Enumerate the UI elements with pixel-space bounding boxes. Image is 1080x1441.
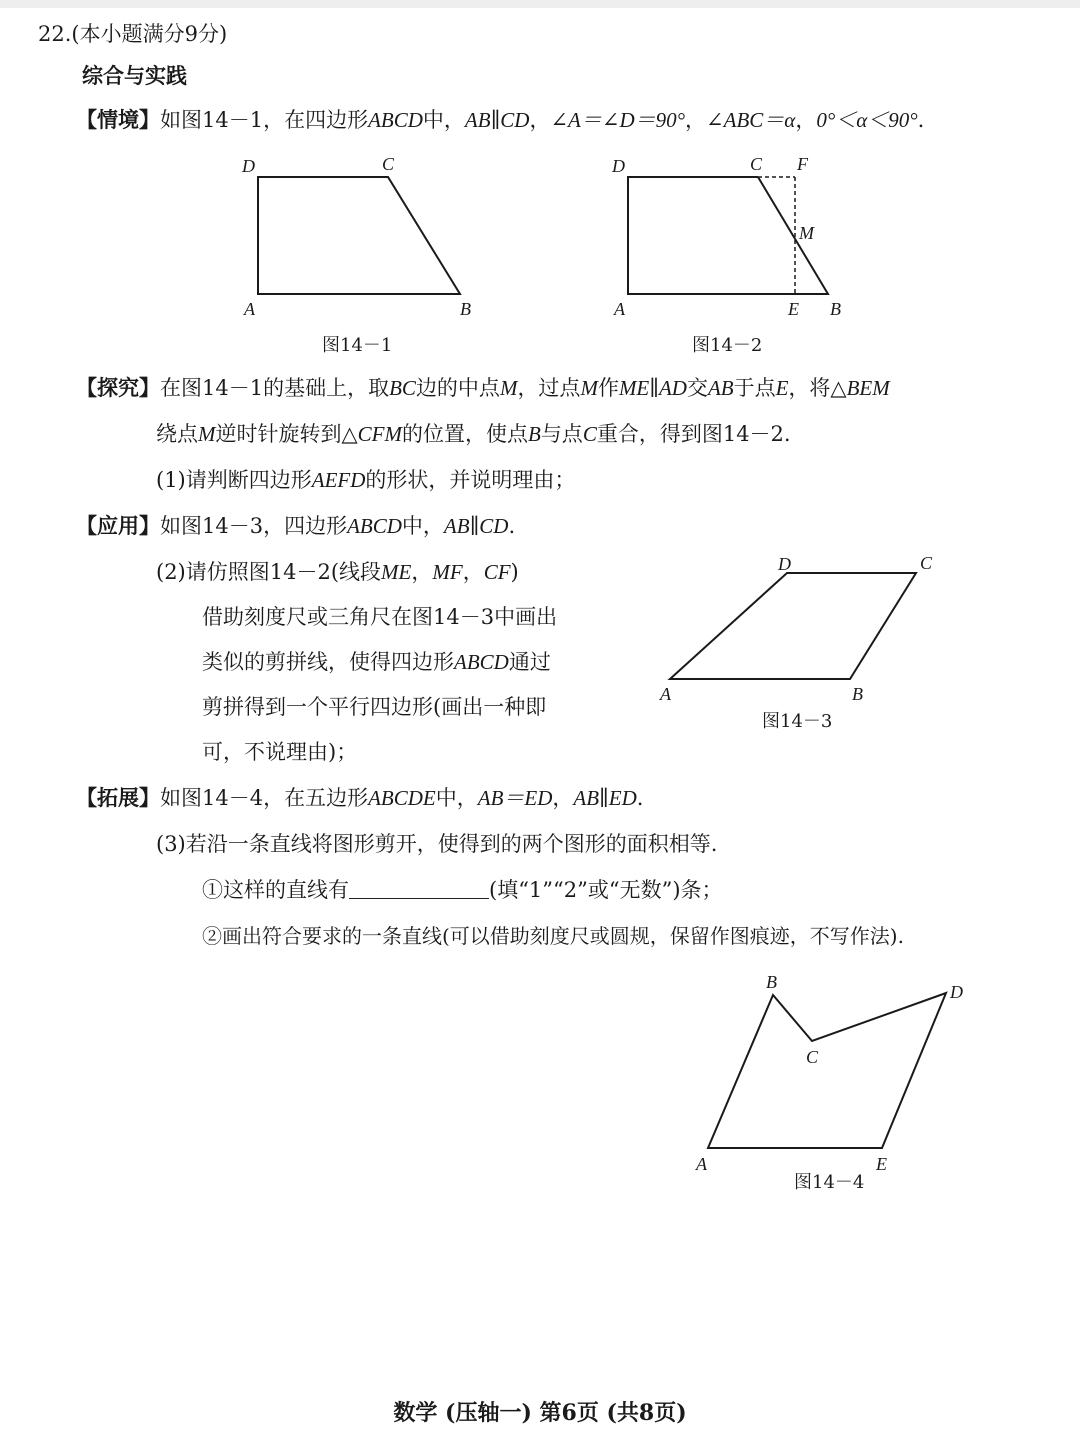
question-number: 22. xyxy=(38,22,72,46)
label-e: E xyxy=(876,1154,887,1174)
math-span: AB∥CD xyxy=(443,514,509,538)
text-span: 绕点 xyxy=(156,422,198,446)
text-span: 作 xyxy=(597,376,619,400)
question-2-line5: 可，不说理由)； xyxy=(202,740,358,764)
math-span: ∠A＝∠D＝90° xyxy=(550,108,686,132)
label-c: C xyxy=(382,154,395,174)
figure-caption: 图14－4 xyxy=(794,1172,865,1193)
math-span: ABCD xyxy=(347,514,402,538)
extend-tag: 【拓展】 xyxy=(76,785,160,810)
math-span: MF xyxy=(432,560,463,584)
text-span: . xyxy=(636,786,644,810)
math-span: AEFD xyxy=(311,468,366,492)
apply-tag: 【应用】 xyxy=(76,513,160,538)
label-a: A xyxy=(614,299,625,319)
question-3-part2: ②画出符合要求的一条直线(可以借助刻度尺或圆规，保留作图痕迹，不写作法). xyxy=(202,924,904,948)
label-d: D xyxy=(778,554,791,574)
text-span: (填“1”“2”或“无数”)条； xyxy=(489,878,723,902)
math-span: E xyxy=(775,376,789,400)
page-footer: 数学 (压轴一) 第6页 (共8页) xyxy=(393,1400,687,1426)
text-span: . xyxy=(508,514,516,538)
math-span: B xyxy=(527,422,541,446)
label-c: C xyxy=(806,1047,819,1067)
label-b: B xyxy=(852,684,863,704)
question-2-line4: 剪拼得到一个平行四边形(画出一种即 xyxy=(202,695,547,719)
text-span: ， xyxy=(529,108,551,132)
explore-paragraph-line1 xyxy=(76,374,890,402)
label-a: A xyxy=(244,299,255,319)
text-span: 逆时针旋转到△ xyxy=(215,422,358,446)
text-span: 重合，得到图14－2. xyxy=(596,422,791,446)
text-span: 如图14－4，在五边形 xyxy=(160,786,369,810)
figure-14-1-svg xyxy=(230,150,490,360)
figure-14-2-svg xyxy=(600,150,860,360)
label-b: B xyxy=(460,299,471,319)
question-1 xyxy=(156,466,575,494)
label-m: M xyxy=(799,223,814,243)
math-span: BEM xyxy=(846,376,890,400)
label-e: E xyxy=(788,299,799,319)
math-span: BC xyxy=(389,376,416,400)
figure-caption: 图14－2 xyxy=(692,335,763,356)
text-span: 边的中点 xyxy=(415,376,500,400)
question-2-line1 xyxy=(156,558,519,586)
math-span: C xyxy=(582,422,597,446)
math-span: AB＝ED xyxy=(477,786,553,810)
pentagon-abcde xyxy=(708,993,946,1148)
question-2-line3 xyxy=(202,648,551,676)
extend-paragraph xyxy=(76,784,643,812)
label-d: D xyxy=(612,156,625,176)
explore-tag: 【探究】 xyxy=(76,375,160,400)
label-d: D xyxy=(950,982,963,1002)
math-span: M xyxy=(580,376,598,400)
text-span: ) xyxy=(510,560,519,584)
text-span: ， xyxy=(685,108,707,132)
label-b: B xyxy=(766,972,777,992)
figure-14-4 xyxy=(690,968,980,1198)
text-span: 通过 xyxy=(508,650,551,674)
math-span: M xyxy=(499,376,518,400)
question-3: (3)若沿一条直线将图形剪开，使得到的两个图形的面积相等. xyxy=(156,832,718,856)
label-f: F xyxy=(797,154,808,174)
math-span: ME xyxy=(381,560,412,584)
text-span: (1)请判断四边形 xyxy=(156,468,312,492)
math-span: AB xyxy=(707,376,734,400)
math-span: ABCD xyxy=(454,650,509,674)
text-span: ，过点 xyxy=(517,376,581,400)
section-title: 综合与实践 xyxy=(82,63,187,88)
label-c: C xyxy=(920,553,933,573)
text-span: 的形状，并说明理由； xyxy=(365,468,576,492)
text-span: 与点 xyxy=(540,422,583,446)
math-span: ∠ABC＝α xyxy=(706,108,796,132)
text-span: ①这样的直线有 xyxy=(202,878,349,902)
text-span: (2)请仿照图14－2(线段 xyxy=(156,560,382,584)
text-span: 类似的剪拼线，使得四边形 xyxy=(202,650,454,674)
text-span: 交 xyxy=(686,376,708,400)
quadrilateral-abcd xyxy=(670,573,916,679)
situation-tag: 【情境】 xyxy=(76,107,160,132)
math-span: ABCDE xyxy=(368,786,436,810)
quadrilateral-abcd xyxy=(258,177,460,294)
figure-14-2 xyxy=(600,150,860,360)
question-header xyxy=(38,20,227,48)
question-2-line2: 借助刻度尺或三角尺在图14－3中画出 xyxy=(202,605,558,629)
quadrilateral-abcd xyxy=(628,177,828,294)
apply-paragraph xyxy=(76,512,515,540)
math-span: AB∥ED xyxy=(573,786,637,810)
math-span: CF xyxy=(483,560,511,584)
math-span: CFM xyxy=(357,422,402,446)
situation-paragraph xyxy=(76,106,924,134)
top-shadow-band xyxy=(0,0,1080,8)
text-span: ， xyxy=(462,560,484,584)
label-a: A xyxy=(696,1154,707,1174)
text-span: . xyxy=(917,108,925,132)
figure-14-1 xyxy=(230,150,490,360)
math-span: ABCD xyxy=(368,108,423,132)
text-span: ， xyxy=(795,108,817,132)
question-points: (本小题满分9分) xyxy=(71,22,228,46)
text-span: 于点 xyxy=(733,376,776,400)
text-span: 中， xyxy=(435,786,478,810)
text-span: ， xyxy=(552,786,574,810)
math-span: AB∥CD xyxy=(464,108,530,132)
text-span: 如图14－3，四边形 xyxy=(160,514,348,538)
label-a: A xyxy=(660,684,671,704)
text-span: 在图14－1的基础上，取 xyxy=(160,376,390,400)
figure-14-4-svg xyxy=(690,968,980,1198)
math-span: ME∥AD xyxy=(618,376,687,400)
figure-14-3 xyxy=(650,548,950,738)
text-span: ，将△ xyxy=(788,376,847,400)
math-span: 0°＜α＜90° xyxy=(816,108,918,132)
label-c: C xyxy=(750,154,763,174)
figure-caption: 图14－1 xyxy=(322,335,393,356)
math-span: M xyxy=(198,422,216,446)
text-span: 中， xyxy=(422,108,465,132)
explore-paragraph-line2 xyxy=(156,420,791,448)
question-3-part1 xyxy=(202,876,723,904)
label-d: D xyxy=(242,156,255,176)
label-b: B xyxy=(830,299,841,319)
text-span: ， xyxy=(411,560,433,584)
text-span: 如图14－1，在四边形 xyxy=(160,108,369,132)
figure-caption: 图14－3 xyxy=(762,711,833,732)
answer-blank[interactable] xyxy=(349,876,489,899)
text-span: 的位置，使点 xyxy=(401,422,528,446)
text-span: 中， xyxy=(401,514,444,538)
